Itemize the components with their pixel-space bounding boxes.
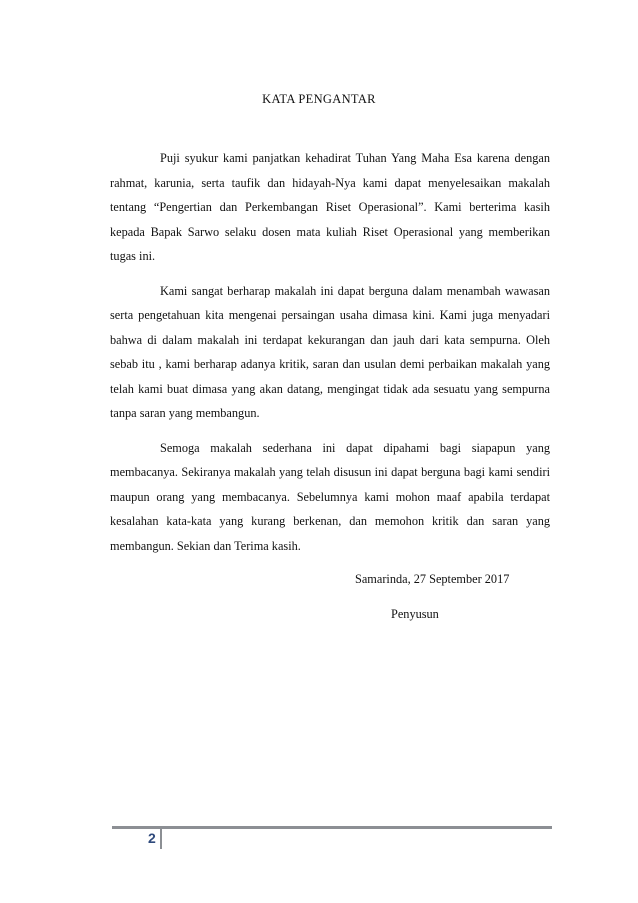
paragraph: Semoga makalah sederhana ini dapat dipahami bagi siapapun yang membacanya. Sekiranya makalah yang telah disusun ini dapat berguna bagi kami sendiri maupun orang yang membacanya. Sebelumnya kami mohon maaf apabila terdapat kesalahan kata-kata yang kurang berkenan, dan memohon kritik dan saran yang membangun. Sekian dan Terima kasih. — [110, 440, 550, 553]
footer-rule — [112, 826, 552, 829]
place-date: Samarinda, 27 September 2017 — [355, 572, 510, 586]
body-text — [110, 146, 550, 568]
signoff — [355, 572, 509, 622]
paragraph: Kami sangat berharap makalah ini dapat berguna dalam menambah wawasan serta pengetahuan kita mengenai persaingan usaha dimasa kini. Kami juga menyadari bahwa di dalam makalah ini terdapat kekurangan dan jauh dari kata sempurna. Oleh sebab itu , kami berharap adanya kritik, saran dan usulan demi perbaikan makalah yang telah kami buat dimasa yang akan datang, mengingat tidak ada sesuatu yang sempurna tanpa saran yang membangun. — [110, 283, 550, 420]
page-title: KATA PENGANTAR — [262, 92, 376, 106]
paragraph: Puji syukur kami panjatkan kehadirat Tuhan Yang Maha Esa karena dengan rahmat, karunia, serta taufik dan hidayah-Nya kami dapat menyelesaikan makalah tentang “Pengertian dan Perkembangan Riset Operasional”. Kami berterima kasih kepada Bapak Sarwo selaku dosen mata kuliah Riset Operasional yang memberikan tugas ini. — [110, 151, 550, 263]
author-label: Penyusun — [391, 607, 439, 621]
footer-divider — [160, 827, 162, 849]
page-number: 2 — [148, 830, 156, 846]
